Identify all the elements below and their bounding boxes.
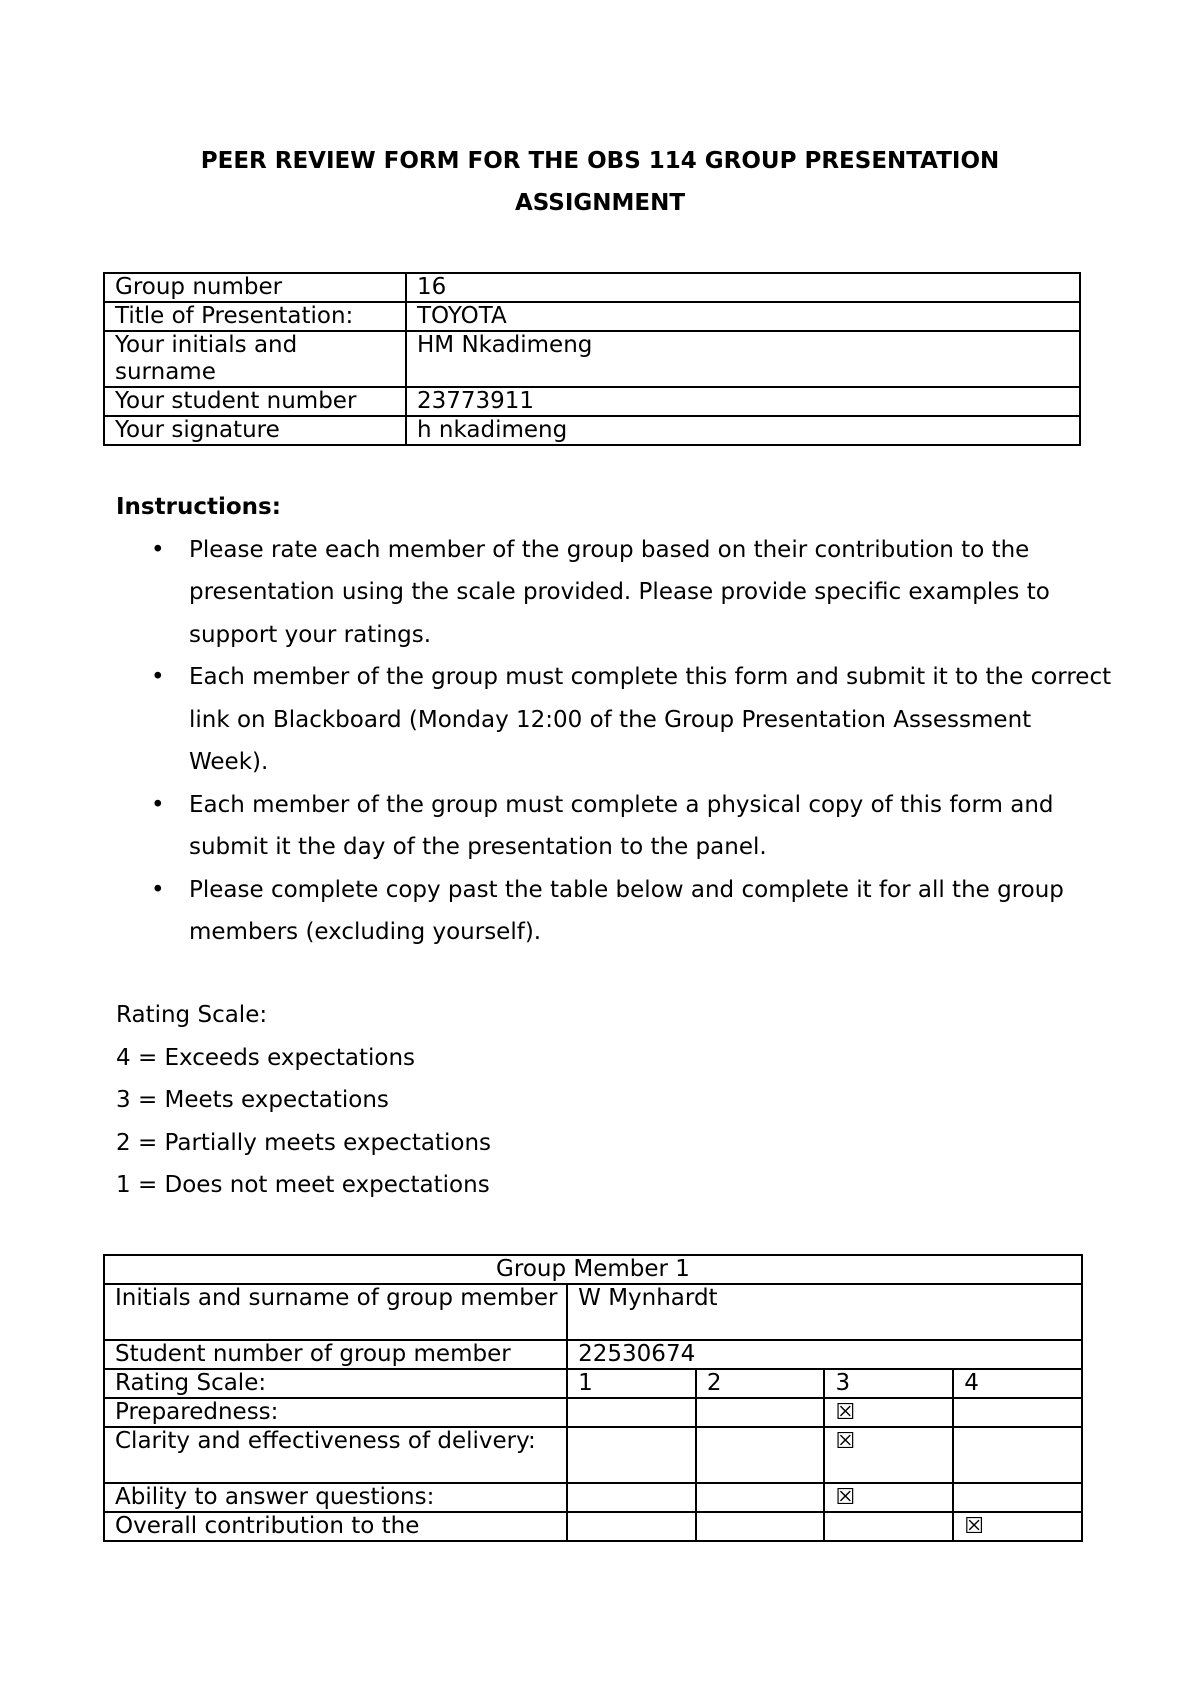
rating-cell[interactable]	[824, 1398, 953, 1427]
rating-scale-heading: Rating Scale:	[116, 1002, 268, 1028]
instructions-heading: Instructions:	[116, 494, 281, 520]
instructions-section	[116, 486, 1116, 954]
member-number-label: Student number of group member	[104, 1340, 567, 1369]
instruction-text: Each member of the group must complete this form and submit it to the correct link on Blackboard (Monday 12:00 of the Group Presentation Assessment Week).	[189, 664, 1112, 775]
criterion-label: Preparedness:	[104, 1398, 567, 1427]
bullet-icon: •	[151, 536, 165, 563]
criterion-label: Ability to answer questions:	[104, 1483, 567, 1512]
rating-scale-item: 3 = Meets expectations	[116, 1087, 389, 1113]
bullet-icon: •	[151, 664, 165, 690]
info-value[interactable]: 16	[406, 273, 1080, 302]
instruction-text: Please complete copy past the table below and complete it for all the group members (excluding yourself).	[189, 876, 1064, 945]
scale-header-label: Rating Scale:	[104, 1369, 567, 1398]
rating-cell[interactable]	[824, 1512, 953, 1541]
info-label: Your student number	[104, 387, 406, 416]
scale-header-row	[104, 1369, 1082, 1398]
rating-cell[interactable]	[953, 1398, 1082, 1427]
member-number-value[interactable]: 22530674	[567, 1340, 1082, 1369]
form-title	[0, 140, 1200, 224]
member-header: Group Member 1	[104, 1255, 1082, 1284]
info-value[interactable]: h nkadimeng	[406, 416, 1080, 445]
criterion-label: Clarity and effectiveness of delivery:	[104, 1427, 567, 1483]
scale-value-4: 4	[953, 1369, 1082, 1398]
criterion-row	[104, 1512, 1082, 1541]
info-row-group-number	[104, 273, 1080, 302]
rating-scale-item: 1 = Does not meet expectations	[116, 1172, 490, 1198]
member-name-value[interactable]: W Mynhardt	[567, 1284, 1082, 1340]
checked-box-icon[interactable]: ☒	[835, 1485, 856, 1510]
criterion-row	[104, 1398, 1082, 1427]
rating-cell[interactable]	[696, 1427, 825, 1483]
rating-cell[interactable]	[567, 1512, 696, 1541]
info-value[interactable]: TOYOTA	[406, 302, 1080, 331]
rating-cell[interactable]	[567, 1398, 696, 1427]
rating-cell[interactable]	[953, 1512, 1082, 1541]
criterion-label: Overall contribution to the	[104, 1512, 567, 1541]
rating-cell[interactable]	[567, 1427, 696, 1483]
info-row-student-number	[104, 387, 1080, 416]
scale-value-2: 2	[696, 1369, 825, 1398]
instruction-item	[151, 869, 1116, 954]
info-label: Your initials and surname	[104, 331, 406, 387]
criterion-row	[104, 1427, 1082, 1483]
scale-value-1: 1	[567, 1369, 696, 1398]
rating-cell[interactable]	[953, 1483, 1082, 1512]
member-header-row	[104, 1255, 1082, 1284]
rating-cell[interactable]	[696, 1512, 825, 1541]
member-name-label: Initials and surname of group member	[104, 1284, 567, 1340]
member-name-row	[104, 1284, 1082, 1340]
instruction-item	[151, 784, 1116, 869]
info-row-initials-surname	[104, 331, 1080, 387]
title-line-1: PEER REVIEW FORM FOR THE OBS 114 GROUP PRESENTATION	[200, 148, 1000, 174]
bullet-icon: •	[151, 876, 165, 903]
rating-cell[interactable]	[824, 1483, 953, 1512]
reviewer-info-table	[103, 272, 1081, 446]
checked-box-icon[interactable]: ☒	[964, 1514, 984, 1539]
group-member-table	[103, 1254, 1083, 1542]
info-value[interactable]: HM Nkadimeng	[406, 331, 1080, 387]
info-row-signature	[104, 416, 1080, 445]
criterion-row	[104, 1483, 1082, 1512]
instruction-text: Each member of the group must complete a physical copy of this form and submit it the day of the presentation to the panel.	[189, 791, 1054, 860]
info-row-title	[104, 302, 1080, 331]
scale-value-3: 3	[824, 1369, 953, 1398]
rating-scale-item: 2 = Partially meets expectations	[116, 1129, 492, 1156]
checked-box-icon[interactable]: ☒	[835, 1400, 856, 1425]
instruction-text: Please rate each member of the group based on their contribution to the presentation using the scale provided. Please provide specific examples to support your ratings.	[189, 536, 1050, 648]
info-label: Your signature	[104, 416, 406, 445]
instruction-item	[151, 529, 1116, 657]
info-value[interactable]: 23773911	[406, 387, 1080, 416]
rating-cell[interactable]	[953, 1427, 1082, 1483]
rating-cell[interactable]	[696, 1483, 825, 1512]
title-line-2: ASSIGNMENT	[514, 190, 686, 216]
rating-cell[interactable]	[567, 1483, 696, 1512]
checked-box-icon[interactable]: ☒	[835, 1429, 856, 1454]
bullet-icon: •	[151, 791, 165, 818]
rating-cell[interactable]	[824, 1427, 953, 1483]
rating-scale-section	[116, 994, 1016, 1207]
member-number-row	[104, 1340, 1082, 1369]
instruction-item	[151, 656, 1116, 784]
rating-cell[interactable]	[696, 1398, 825, 1427]
info-label: Group number	[104, 273, 406, 302]
instructions-list	[116, 529, 1116, 954]
info-label: Title of Presentation:	[104, 302, 406, 331]
rating-scale-item: 4 = Exceeds expectations	[116, 1044, 416, 1071]
